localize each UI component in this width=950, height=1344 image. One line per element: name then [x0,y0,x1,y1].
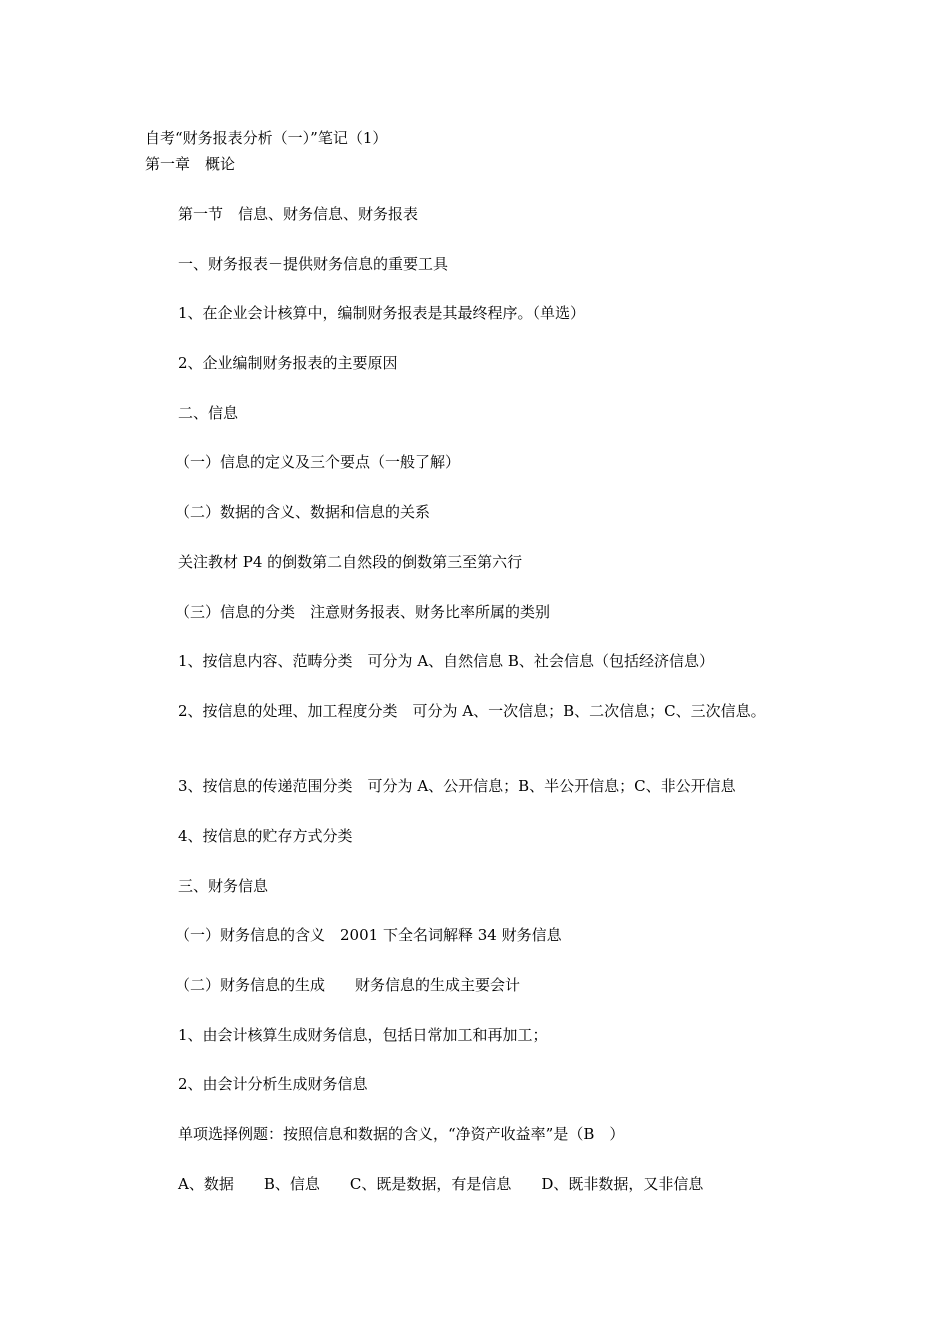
subheading-2: 二、信息 [178,404,239,422]
paragraph-14: 2、由会计分析生成财务信息 [178,1075,368,1093]
subheading-1: 一、财务报表－提供财务信息的重要工具 [178,255,449,273]
exercise-question: 单项选择例题：按照信息和数据的含义，“净资产收益率”是（B ） [178,1125,625,1143]
document-title: 自考“财务报表分析（一）”笔记（1） [145,129,388,147]
chapter-heading: 第一章 概论 [145,155,236,173]
paragraph-10: 4、按信息的贮存方式分类 [178,827,353,845]
paragraph-11: （一）财务信息的含义 2001 下全名词解释 34 财务信息 [175,926,562,944]
paragraph-5: 关注教材 P4 的倒数第二自然段的倒数第三至第六行 [178,553,523,571]
paragraph-1: 1、在企业会计核算中，编制财务报表是其最终程序。（单选） [178,304,586,322]
paragraph-12: （二）财务信息的生成 财务信息的生成主要会计 [175,976,521,994]
paragraph-7: 1、按信息内容、范畴分类 可分为 A、自然信息 B、社会信息（包括经济信息） [178,652,714,670]
paragraph-3: （一）信息的定义及三个要点（一般了解） [175,453,461,471]
paragraph-13: 1、由会计核算生成财务信息，包括日常加工和再加工； [178,1026,548,1044]
paragraph-6: （三）信息的分类 注意财务报表、财务比率所属的类别 [175,603,551,621]
exercise-options: A、数据 B、信息 C、既是数据，有是信息 D、既非数据，又非信息 [178,1175,704,1193]
paragraph-8: 2、按信息的处理、加工程度分类 可分为 A、一次信息；B、二次信息；C、三次信息。 [178,702,766,720]
section-heading: 第一节 信息、财务信息、财务报表 [178,205,419,223]
subheading-3: 三、财务信息 [178,877,269,895]
paragraph-2: 2、企业编制财务报表的主要原因 [178,354,398,372]
paragraph-4: （二）数据的含义、数据和信息的关系 [175,503,431,521]
paragraph-9: 3、按信息的传递范围分类 可分为 A、公开信息；B、半公开信息；C、非公开信息 [178,777,736,795]
